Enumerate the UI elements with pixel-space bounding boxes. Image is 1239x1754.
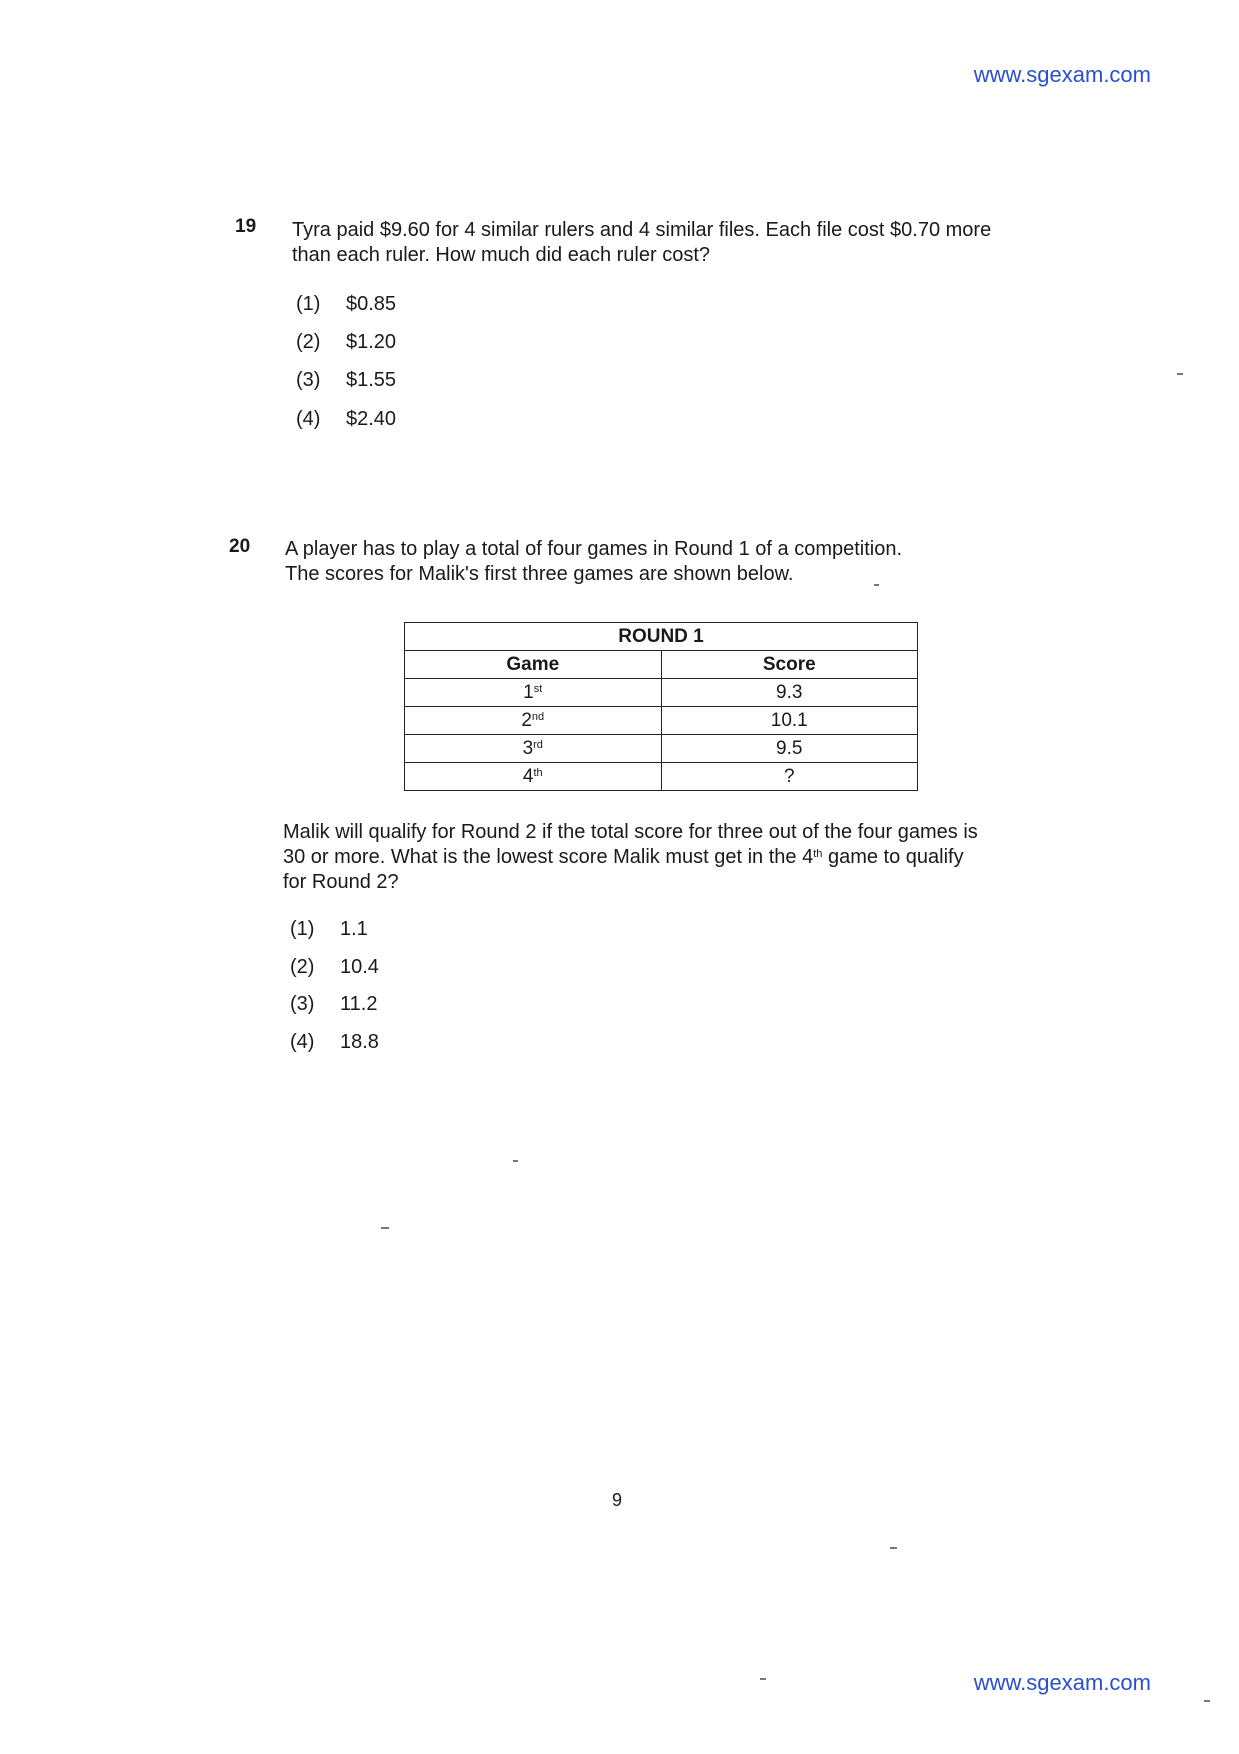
- column-header-game: Game: [405, 651, 662, 679]
- header-url-link[interactable]: www.sgexam.com: [973, 62, 1151, 87]
- q19-option-3[interactable]: (3) $1.55: [296, 369, 397, 391]
- question-20-line-1: A player has to play a total of four games in Round 1 of a competition.: [285, 538, 903, 560]
- game-cell: 4th: [405, 763, 662, 791]
- score-cell: 9.5: [661, 735, 918, 763]
- scan-speck: [874, 584, 879, 586]
- scan-speck: [760, 1678, 766, 1680]
- question-19-line-2: than each ruler. How much did each ruler cost?: [292, 244, 710, 266]
- page-number: 9: [612, 1490, 623, 1510]
- scan-speck: [890, 1547, 897, 1549]
- q19-option-4[interactable]: (4) $2.40: [296, 408, 397, 430]
- scan-speck: [381, 1227, 389, 1229]
- table-title: ROUND 1: [405, 623, 918, 651]
- table-row: [405, 763, 918, 791]
- table-row: [405, 735, 918, 763]
- score-cell: 10.1: [661, 707, 918, 735]
- game-cell: 3rd: [405, 735, 662, 763]
- question-19-line-1: Tyra paid $9.60 for 4 similar rulers and 4 similar files. Each file cost $0.70 more: [292, 219, 992, 241]
- scan-speck: [1177, 373, 1183, 375]
- question-19-number: 19: [235, 216, 257, 237]
- q20-option-2[interactable]: (2) 10.4: [290, 956, 379, 978]
- scan-speck: [513, 1160, 518, 1162]
- game-cell: 1st: [405, 679, 662, 707]
- footer-url-link[interactable]: www.sgexam.com: [973, 1670, 1151, 1695]
- round-1-table: [404, 622, 918, 791]
- question-20-line-2: The scores for Malik's first three games are shown below.: [285, 563, 794, 585]
- column-header-score: Score: [661, 651, 918, 679]
- scan-speck: [1204, 1700, 1210, 1702]
- q20-option-3[interactable]: (3) 11.2: [290, 993, 378, 1015]
- question-20-text: [285, 537, 902, 587]
- condition-line-1: Malik will qualify for Round 2 if the total score for three out of the four games is: [283, 821, 978, 843]
- q20-option-1[interactable]: (1) 1.1: [290, 918, 368, 940]
- score-cell: ?: [661, 763, 918, 791]
- question-20-number: 20: [229, 536, 251, 557]
- condition-line-2: 30 or more. What is the lowest score Malik must get in the 4th game to qualify: [283, 846, 964, 868]
- score-cell: 9.3: [661, 679, 918, 707]
- q20-option-4[interactable]: (4) 18.8: [290, 1031, 379, 1053]
- game-cell: 2nd: [405, 707, 662, 735]
- table-row: [405, 679, 918, 707]
- table-row: [405, 707, 918, 735]
- q19-option-1[interactable]: (1) $0.85: [296, 293, 397, 315]
- question-20-condition: [283, 820, 978, 895]
- condition-line-3: for Round 2?: [283, 871, 399, 893]
- q19-option-2[interactable]: (2) $1.20: [296, 331, 397, 353]
- question-19-text: [292, 218, 991, 268]
